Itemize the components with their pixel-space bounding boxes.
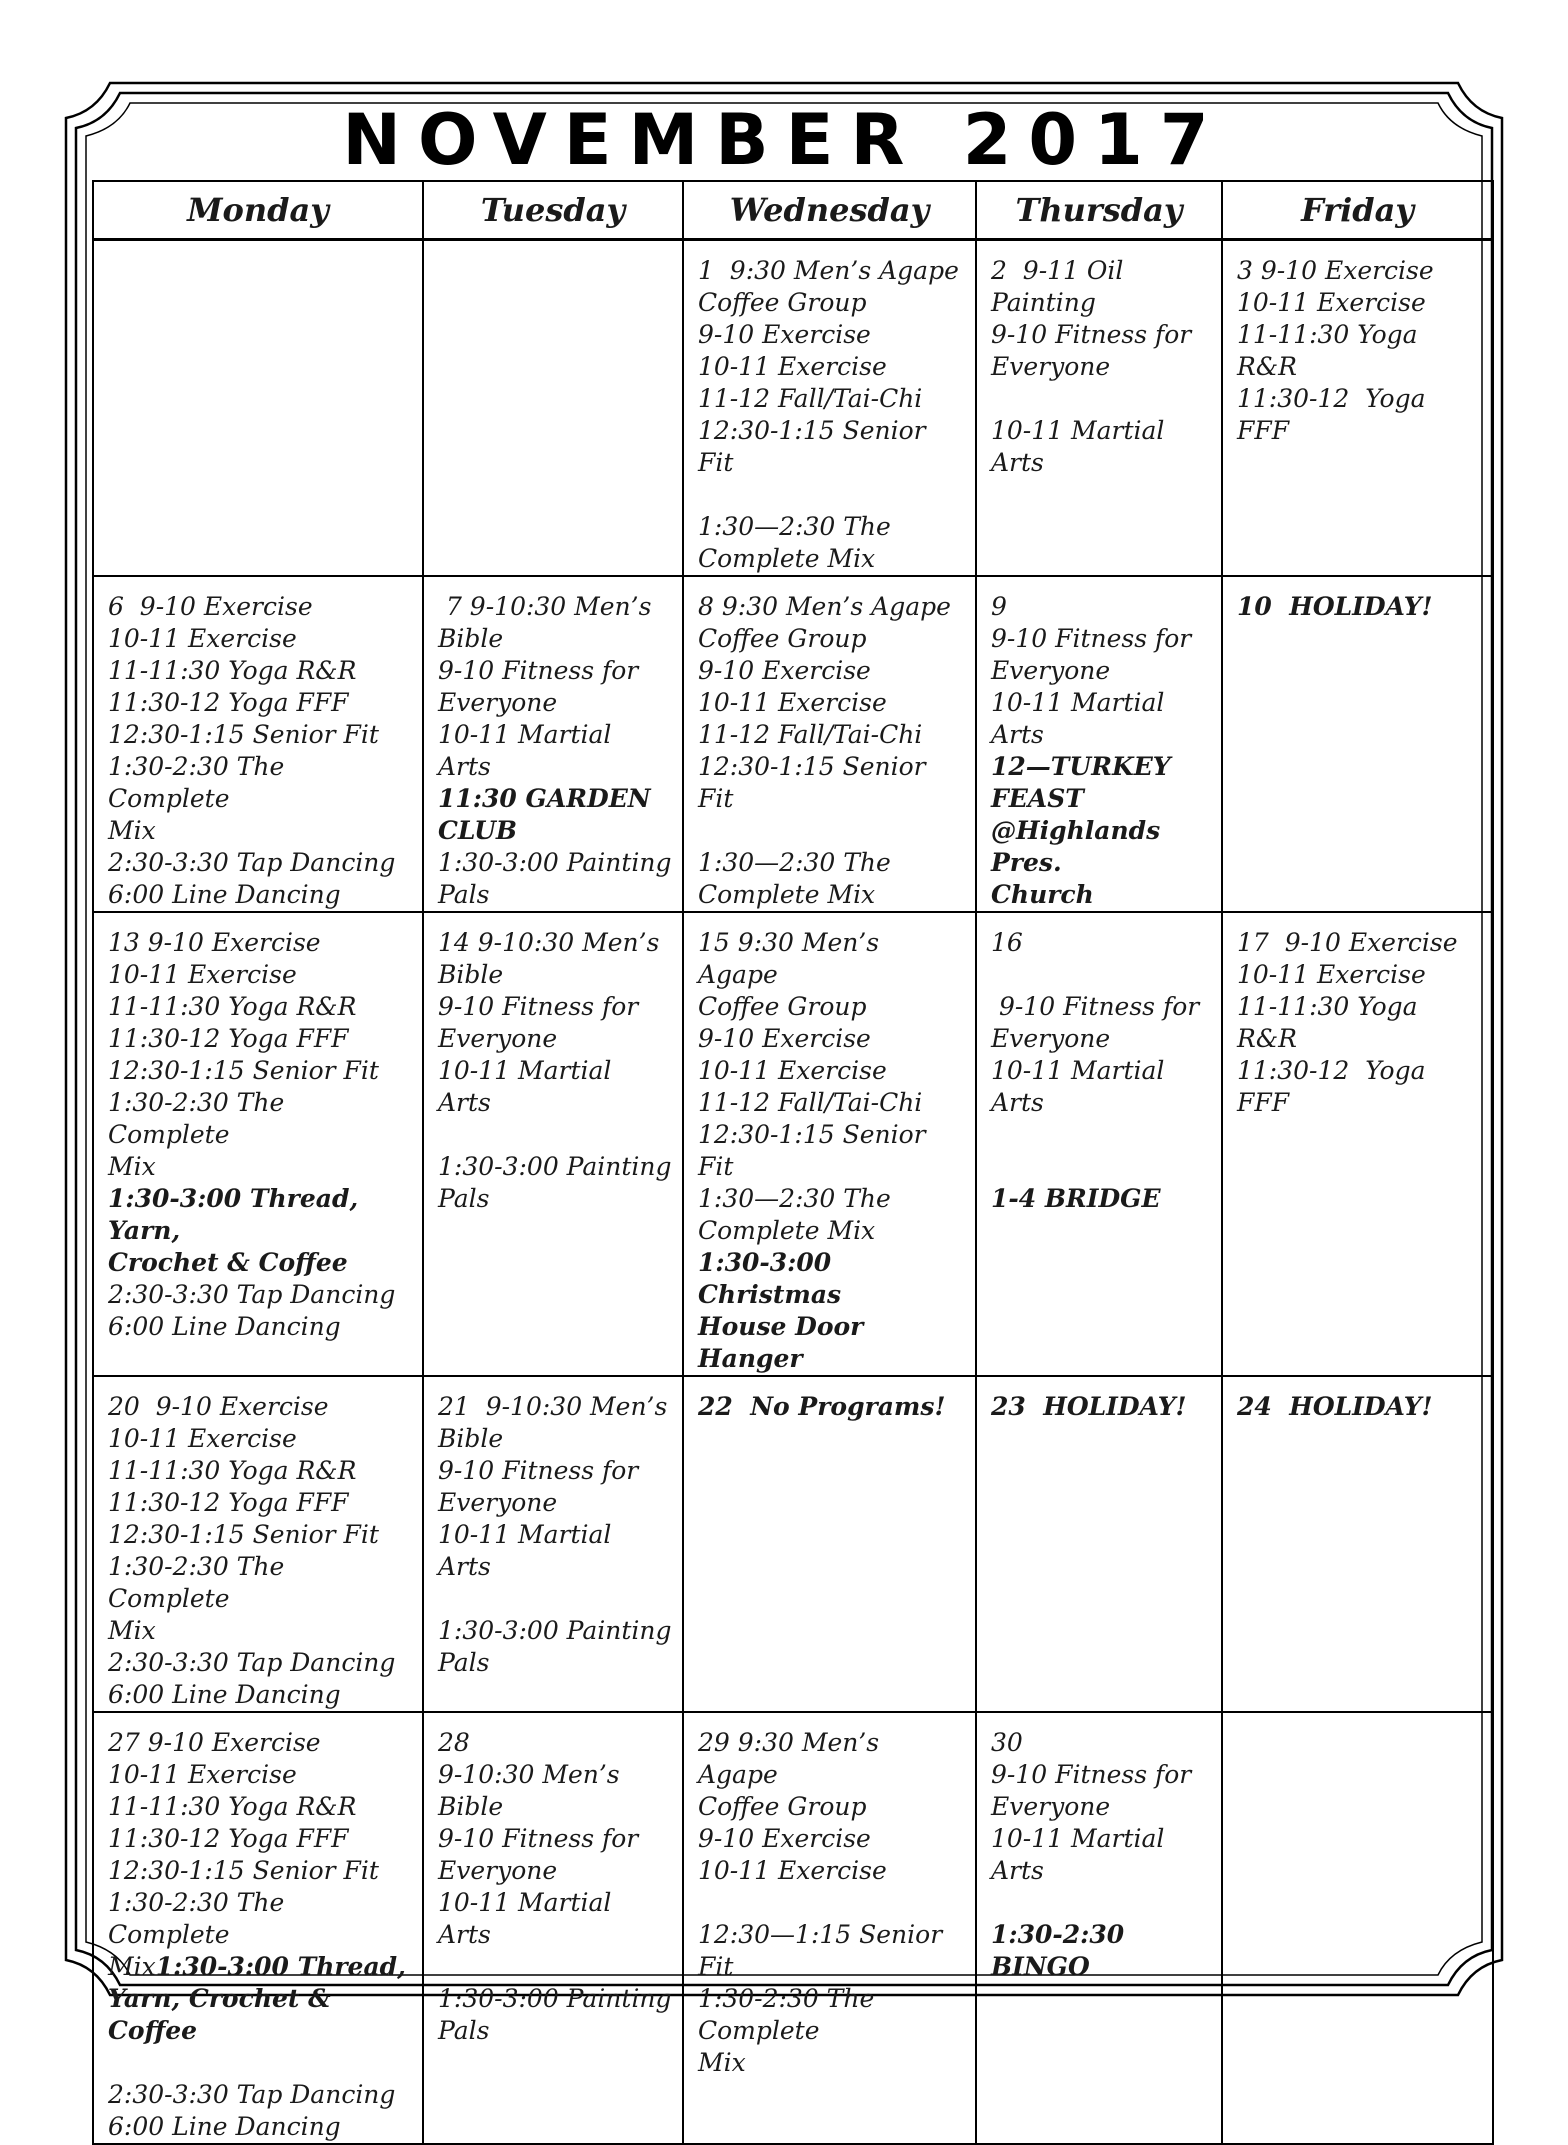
event-text: Pals <box>438 880 490 909</box>
event-text-bold: 24 HOLIDAY! <box>1237 1392 1433 1421</box>
event-text: Pals <box>438 2016 490 2045</box>
day-cell-content <box>424 1377 682 1679</box>
header-monday: Monday <box>93 181 423 240</box>
event-text: 1:30-2:30 The Complete <box>108 1088 293 1149</box>
week-row <box>93 576 1493 912</box>
event-text: 11-12 Fall/Tai-Chi <box>698 1088 923 1117</box>
blank-line <box>991 1887 1211 1919</box>
event-text: 10-11 Exercise <box>108 624 297 653</box>
event-text: 30 <box>991 1728 1023 1757</box>
event-text: 10-11 Martial Arts <box>438 1888 620 1949</box>
event-text: 11:30-12 Yoga FFF <box>108 1488 349 1517</box>
event-text: 11:30-12 Yoga FFF <box>108 688 349 717</box>
day-cell-thursday <box>976 912 1222 1376</box>
day-cell-wednesday <box>683 912 976 1376</box>
day-cell-friday <box>1222 240 1493 577</box>
day-cell-content <box>1223 913 1492 1119</box>
event-text: 12:30-1:15 Senior Fit <box>108 1056 379 1085</box>
event-text: 6:00 Line Dancing <box>108 1680 341 1709</box>
blank-line <box>698 1887 965 1919</box>
event-text: 11-11:30 Yoga R&R <box>108 1792 357 1821</box>
day-cell-content <box>1223 577 1492 623</box>
day-cell-content <box>977 1377 1221 1423</box>
event-text: 2:30-3:30 Tap Dancing <box>108 848 396 877</box>
event-text: 9-10:30 Men’s Bible <box>438 1760 628 1821</box>
event-text: Everyone <box>991 1024 1111 1053</box>
event-text: 28 <box>438 1728 470 1757</box>
event-text-bold: Church <box>991 880 1094 909</box>
day-cell-tuesday <box>423 1712 683 2144</box>
blank-line <box>438 1583 672 1615</box>
event-text: Bible <box>438 960 504 989</box>
day-cell-tuesday <box>423 912 683 1376</box>
event-text: 29 9:30 Men’s Agape <box>698 1728 888 1789</box>
day-cell-thursday <box>976 240 1222 577</box>
day-cell-monday <box>93 1712 423 2144</box>
event-text: 1:30-2:30 The Complete <box>108 752 293 813</box>
event-text: 12:30-1:15 Senior Fit <box>698 416 934 477</box>
day-cell-content <box>684 577 975 911</box>
day-cell-content <box>94 1377 422 1711</box>
day-cell-monday <box>93 576 423 912</box>
event-text: 11-11:30 Yoga R&R <box>108 992 357 1021</box>
event-text: 9-10 Fitness for <box>438 1824 639 1853</box>
event-text: 7 9-10:30 Men’s <box>438 592 652 621</box>
event-text: 10-11 Exercise <box>1237 288 1426 317</box>
blank-line <box>698 479 965 511</box>
event-text-bold: 23 HOLIDAY! <box>991 1392 1187 1421</box>
event-text: 21 9-10:30 Men’s <box>438 1392 668 1421</box>
event-text-bold: 1:30-3:00 Thread, <box>155 1952 406 1981</box>
event-text: Mix <box>108 816 156 845</box>
event-text: Bible <box>438 624 504 653</box>
event-text: Mix <box>698 2048 746 2077</box>
event-text: Painting <box>991 288 1096 317</box>
event-text-bold: FEAST <box>991 784 1084 813</box>
event-text: 10-11 Martial Arts <box>991 1824 1173 1885</box>
event-text: 1:30-2:30 The <box>698 1984 875 2013</box>
event-text-bold: House Door Hanger <box>698 1312 873 1373</box>
event-text: Complete Mix <box>698 880 876 909</box>
blank-line <box>108 2047 412 2079</box>
event-text: 9-10 Fitness for <box>438 992 639 1021</box>
day-cell-content <box>684 241 975 575</box>
day-cell-content <box>94 1713 422 2143</box>
blank-line <box>438 1119 672 1151</box>
event-text-bold: 1-4 BRIDGE <box>991 1184 1161 1213</box>
event-text: 2:30-3:30 Tap Dancing <box>108 2080 396 2109</box>
event-text: 11-11:30 Yoga R&R <box>108 1456 357 1485</box>
event-text: 10-11 Martial Arts <box>438 720 620 781</box>
event-text: Everyone <box>438 1488 558 1517</box>
blank-line <box>991 1119 1211 1151</box>
calendar-grid <box>92 180 1494 2145</box>
day-cell-friday <box>1222 1376 1493 1712</box>
day-cell-content <box>424 241 682 255</box>
day-cell-content <box>424 577 682 911</box>
event-text: 10-11 Exercise <box>698 1056 887 1085</box>
event-text: 2 9-11 Oil <box>991 256 1124 285</box>
event-text: Everyone <box>991 1792 1111 1821</box>
day-cell-wednesday <box>683 1712 976 2144</box>
event-text: 9-10 Fitness for <box>991 320 1192 349</box>
event-text: 9-10 Fitness for <box>991 1760 1192 1789</box>
day-cell-wednesday <box>683 576 976 912</box>
header-wednesday: Wednesday <box>683 181 976 240</box>
event-text: 16 <box>991 928 1023 957</box>
event-text: Pals <box>438 1648 490 1677</box>
event-text: 1:30-2:30 The Complete <box>108 1888 293 1949</box>
day-cell-content <box>684 1713 975 2079</box>
event-text: 27 9-10 Exercise <box>108 1728 321 1757</box>
event-text: Coffee Group <box>698 288 867 317</box>
event-text: 6:00 Line Dancing <box>108 880 341 909</box>
header-tuesday: Tuesday <box>423 181 683 240</box>
event-text: 11:30-12 Yoga FFF <box>1237 384 1434 445</box>
day-cell-monday <box>93 240 423 577</box>
event-text: Complete <box>698 2016 820 2045</box>
event-text: 3 9-10 Exercise <box>1237 256 1434 285</box>
week-row <box>93 1376 1493 1712</box>
day-cell-monday <box>93 1376 423 1712</box>
event-text: 9-10 Exercise <box>698 1024 871 1053</box>
day-cell-friday <box>1222 1712 1493 2144</box>
event-text: 12:30-1:15 Senior Fit <box>108 1520 379 1549</box>
day-cell-content <box>424 1713 682 2047</box>
event-text: 12:30-1:15 Senior Fit <box>108 720 379 749</box>
event-text: 11-11:30 Yoga R&R <box>108 656 357 685</box>
event-text: 11:30-12 Yoga FFF <box>108 1024 349 1053</box>
day-cell-content <box>94 577 422 911</box>
event-text: 11-11:30 Yoga R&R <box>1237 992 1426 1053</box>
week-row <box>93 1712 1493 2144</box>
event-text: 13 9-10 Exercise <box>108 928 321 957</box>
event-text: 1:30—2:30 The <box>698 1184 891 1213</box>
day-cell-content <box>94 913 422 1343</box>
event-text: 14 9-10:30 Men’s <box>438 928 660 957</box>
event-text: Coffee Group <box>698 1792 867 1821</box>
event-text: 10-11 Martial Arts <box>438 1056 620 1117</box>
blank-line <box>991 959 1211 991</box>
event-text: Everyone <box>438 688 558 717</box>
event-text: Everyone <box>991 656 1111 685</box>
event-text: 11-12 Fall/Tai-Chi <box>698 720 923 749</box>
event-text: 9 <box>991 592 1007 621</box>
event-text: 10-11 Martial Arts <box>991 688 1173 749</box>
weekday-header-row <box>93 181 1493 240</box>
day-cell-content <box>684 913 975 1375</box>
event-text: Mix <box>108 1952 156 1981</box>
event-text: 6:00 Line Dancing <box>108 2112 341 2141</box>
day-cell-content <box>94 241 422 255</box>
event-text: Coffee Group <box>698 992 867 1021</box>
event-text: 9-10 Exercise <box>698 320 871 349</box>
event-text-bold: @Highlands Pres. <box>991 816 1169 877</box>
event-text: Everyone <box>438 1856 558 1885</box>
event-text: 2:30-3:30 Tap Dancing <box>108 1648 396 1677</box>
event-text-bold: 22 No Programs! <box>698 1392 946 1421</box>
day-cell-content <box>977 913 1221 1215</box>
event-text: 11-12 Fall/Tai-Chi <box>698 384 923 413</box>
header-thursday: Thursday <box>976 181 1222 240</box>
day-cell-wednesday <box>683 240 976 577</box>
event-text: 15 9:30 Men’s Agape <box>698 928 888 989</box>
day-cell-wednesday <box>683 1376 976 1712</box>
event-text: 11-11:30 Yoga R&R <box>1237 320 1426 381</box>
event-text: 9-10 Fitness for <box>991 992 1200 1021</box>
week-row <box>93 240 1493 577</box>
event-text: Mix <box>108 1152 156 1181</box>
event-text: 10-11 Exercise <box>698 352 887 381</box>
event-text: 20 9-10 Exercise <box>108 1392 329 1421</box>
event-text: 12:30-1:15 Senior Fit <box>108 1856 379 1885</box>
blank-line <box>698 815 965 847</box>
day-cell-monday <box>93 912 423 1376</box>
event-text-bold: Crochet & Coffee <box>108 1248 348 1277</box>
event-text: 10-11 Exercise <box>108 1760 297 1789</box>
day-cell-thursday <box>976 1376 1222 1712</box>
event-text: Pals <box>438 1184 490 1213</box>
event-text-bold: 1:30-2:30 BINGO <box>991 1920 1133 1981</box>
day-cell-thursday <box>976 576 1222 912</box>
day-cell-content <box>1223 241 1492 447</box>
day-cell-tuesday <box>423 576 683 912</box>
event-text: 17 9-10 Exercise <box>1237 928 1458 957</box>
event-text: 12:30-1:15 Senior Fit <box>698 752 934 813</box>
event-text-bold: 12—TURKEY <box>991 752 1171 781</box>
event-text: 12:30-1:15 Senior Fit <box>698 1120 934 1181</box>
event-text: 8 9:30 Men’s Agape <box>698 592 951 621</box>
day-cell-content <box>977 577 1221 911</box>
event-text: 9-10 Exercise <box>698 1824 871 1853</box>
event-text: 1:30-3:00 Painting <box>438 1616 672 1645</box>
event-text: 2:30-3:30 Tap Dancing <box>108 1280 396 1309</box>
event-text <box>108 1951 412 1983</box>
event-text: Coffee Group <box>698 624 867 653</box>
blank-line <box>991 383 1211 415</box>
event-text-bold: 1:30-3:00 Thread, Yarn, <box>108 1184 367 1245</box>
day-cell-tuesday <box>423 1376 683 1712</box>
day-cell-friday <box>1222 576 1493 912</box>
day-cell-friday <box>1222 912 1493 1376</box>
day-cell-content <box>1223 1377 1492 1423</box>
event-text: Everyone <box>438 1024 558 1053</box>
event-text: 10-11 Martial Arts <box>991 1056 1173 1117</box>
event-text: Complete Mix <box>698 544 876 573</box>
week-row <box>93 912 1493 1376</box>
event-text: 9-10 Fitness for <box>438 1456 639 1485</box>
event-text: 1:30-3:00 Painting <box>438 848 672 877</box>
day-cell-tuesday <box>423 240 683 577</box>
event-text: 9-10 Fitness for <box>438 656 639 685</box>
event-text: 11:30-12 Yoga FFF <box>108 1824 349 1853</box>
event-text: 10-11 Exercise <box>698 1856 887 1885</box>
event-text: 10-11 Martial Arts <box>438 1520 620 1581</box>
event-text-bold: 11:30 GARDEN <box>438 784 651 813</box>
event-text: 1:30-2:30 The Complete <box>108 1552 293 1613</box>
day-cell-content <box>424 913 682 1215</box>
event-text: 10-11 Exercise <box>108 960 297 989</box>
event-text: Everyone <box>991 352 1111 381</box>
event-text-bold: Yarn, Crochet & Coffee <box>108 1984 340 2045</box>
event-text: 1:30—2:30 The <box>698 848 891 877</box>
event-text: 9-10 Exercise <box>698 656 871 685</box>
event-text: 10-11 Exercise <box>108 1424 297 1453</box>
event-text: 1:30-3:00 Painting <box>438 1984 672 2013</box>
event-text-bold: 1:30-3:00 Christmas <box>698 1248 842 1309</box>
event-text: 1 9:30 Men’s Agape <box>698 256 959 285</box>
event-text-bold: 10 HOLIDAY! <box>1237 592 1433 621</box>
event-text: 1:30—2:30 The <box>698 512 891 541</box>
event-text: 10-11 Exercise <box>698 688 887 717</box>
event-text: 11:30-12 Yoga FFF <box>1237 1056 1434 1117</box>
day-cell-content <box>977 1713 1221 1983</box>
event-text: 12:30—1:15 Senior Fit <box>698 1920 951 1981</box>
day-cell-content <box>977 241 1221 479</box>
event-text: Bible <box>438 1424 504 1453</box>
event-text-bold: CLUB <box>438 816 518 845</box>
event-text: 10-11 Martial Arts <box>991 416 1173 477</box>
day-cell-content <box>684 1377 975 1423</box>
day-cell-thursday <box>976 1712 1222 2144</box>
header-friday: Friday <box>1222 181 1493 240</box>
event-text: 6:00 Line Dancing <box>108 1312 341 1341</box>
day-cell-content <box>1223 1713 1492 1727</box>
event-text: 10-11 Exercise <box>1237 960 1426 989</box>
event-text: Mix <box>108 1616 156 1645</box>
event-text: 6 9-10 Exercise <box>108 592 313 621</box>
event-text: Complete Mix <box>698 1216 876 1245</box>
event-text: 9-10 Fitness for <box>991 624 1192 653</box>
event-text: 1:30-3:00 Painting <box>438 1152 672 1181</box>
calendar-title: NOVEMBER 2017 <box>342 99 1226 181</box>
blank-line <box>438 1951 672 1983</box>
blank-line <box>991 1151 1211 1183</box>
